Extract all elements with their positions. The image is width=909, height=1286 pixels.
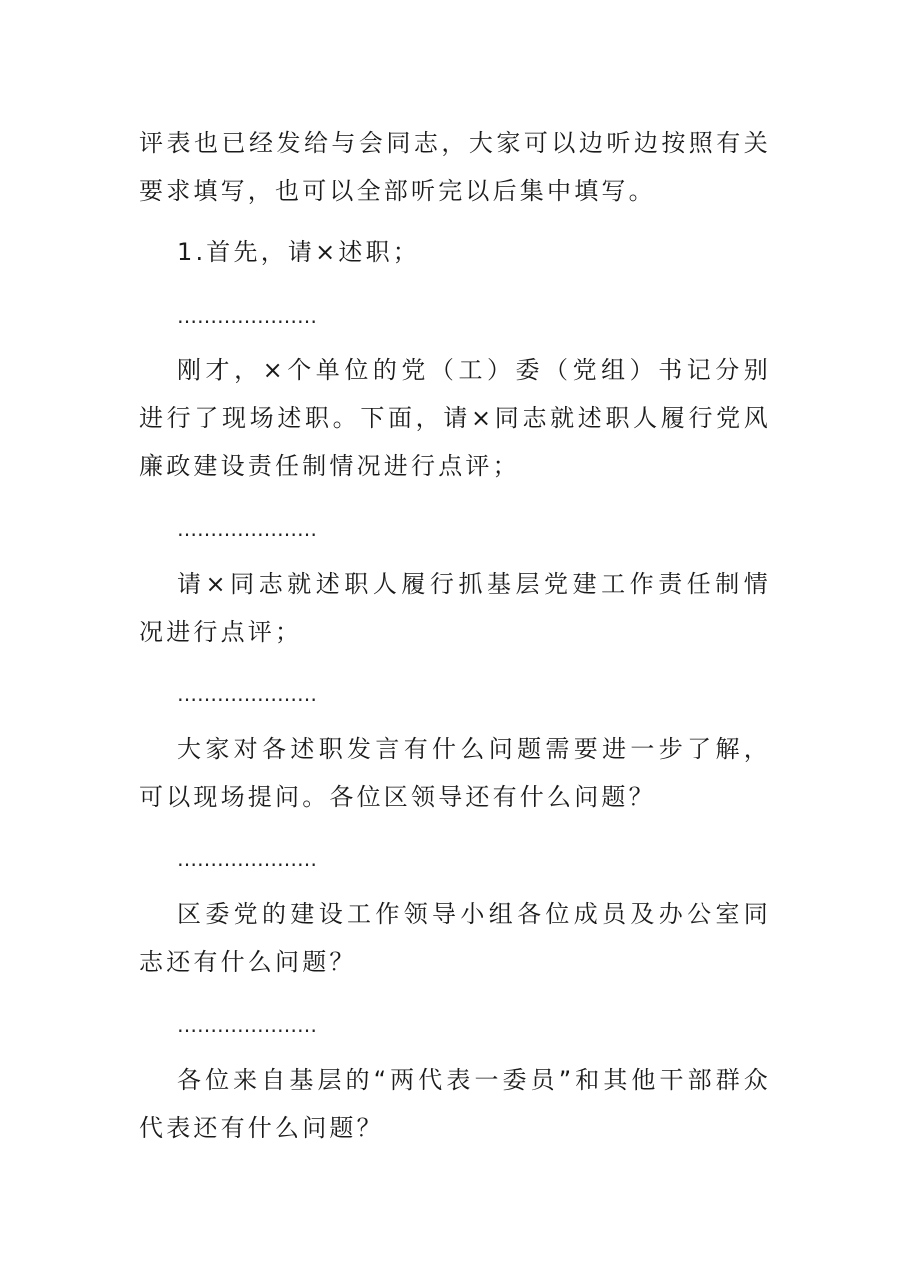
ellipsis-divider: ………………… — [177, 517, 317, 541]
paragraph-review-party-conduct: 刚才，×个单位的党（工）委（党组）书记分别进行了现场述职。下面，请×同志就述职人履行党风廉政建设责任制情况进行点评； — [139, 356, 771, 480]
paragraph-questions-group-members: 区委党的建设工作领导小组各位成员及办公室同志还有什么问题？ — [139, 900, 771, 976]
ellipsis-divider: ………………… — [177, 847, 317, 871]
paragraph-first-report: 1.首先，请×述职； — [177, 238, 421, 266]
paragraph-intro-continuation: 评表也已经发给与会同志，大家可以边听边按照有关要求填写，也可以全部听完以后集中填写。 — [139, 129, 771, 205]
paragraph-questions-representatives: 各位来自基层的“两代表一委员”和其他干部群众代表还有什么问题？ — [139, 1066, 771, 1142]
ellipsis-divider: ………………… — [177, 304, 317, 328]
paragraph-questions-leaders: 大家对各述职发言有什么问题需要进一步了解，可以现场提问。各位区领导还有什么问题？ — [139, 735, 771, 811]
ellipsis-divider: ………………… — [177, 1013, 317, 1037]
ellipsis-divider: ………………… — [177, 682, 317, 706]
paragraph-review-grassroots: 请×同志就述职人履行抓基层党建工作责任制情况进行点评； — [139, 570, 771, 646]
